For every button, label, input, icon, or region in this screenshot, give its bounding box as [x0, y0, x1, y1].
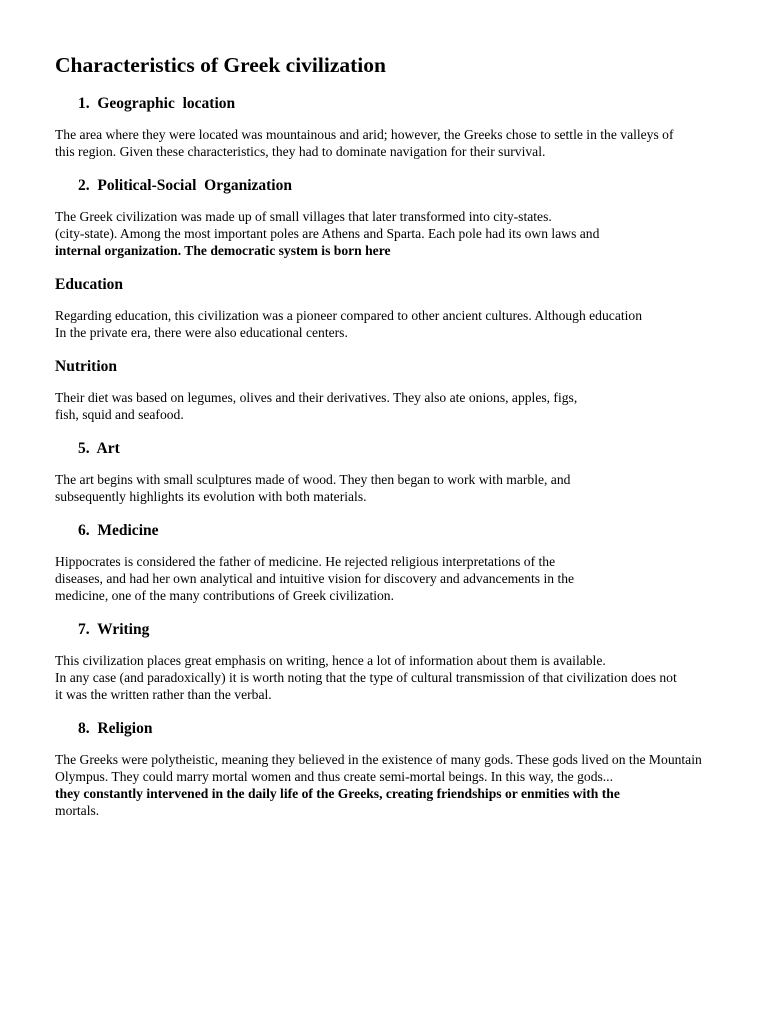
- section-paragraph: [55, 751, 768, 819]
- section-heading: 6. Medicine: [78, 522, 159, 539]
- section-heading: 8. Religion: [78, 720, 153, 737]
- section-paragraph: [55, 553, 768, 604]
- section-paragraph: [55, 471, 768, 505]
- section-heading: Nutrition: [55, 358, 117, 375]
- section-medicine: [55, 521, 768, 604]
- section-paragraph: [55, 307, 768, 341]
- section-heading: 2. Political-Social Organization: [78, 177, 292, 194]
- section-paragraph: [55, 208, 768, 259]
- paragraph-line: The area where they were located was mountainous and arid; however, the Greeks chose to settle in the valleys of: [55, 127, 674, 142]
- paragraph-line: fish, squid and seafood.: [55, 407, 184, 422]
- section-paragraph: [55, 389, 768, 423]
- section-heading: Education: [55, 276, 124, 293]
- paragraph-line: mortals.: [55, 803, 100, 818]
- paragraph-line: it was the written rather than the verbal.: [55, 687, 272, 702]
- paragraph-line: The Greek civilization was made up of small villages that later transformed into city-states.: [55, 209, 552, 224]
- paragraph-line-bold: internal organization. The democratic system is born here: [55, 243, 391, 258]
- section-geographic-location: [55, 94, 768, 160]
- paragraph-line: The art begins with small sculptures made of wood. They then began to work with marble, and: [55, 472, 571, 487]
- paragraph-line: In any case (and paradoxically) it is worth noting that the type of cultural transmission of that civilization does not: [55, 670, 677, 685]
- paragraph-line: The Greeks were polytheistic, meaning they believed in the existence of many gods. These gods lived on the Mountain: [55, 752, 702, 767]
- paragraph-line: this region. Given these characteristics, they had to dominate navigation for their survival.: [55, 144, 546, 159]
- section-paragraph: [55, 126, 768, 160]
- paragraph-line: Their diet was based on legumes, olives and their derivatives. They also ate onions, apples, figs,: [55, 390, 578, 405]
- paragraph-line: subsequently highlights its evolution with both materials.: [55, 489, 367, 504]
- section-heading: 7. Writing: [78, 621, 150, 638]
- paragraph-line: In the private era, there were also educational centers.: [55, 325, 348, 340]
- section-art: [55, 439, 768, 505]
- section-writing: [55, 620, 768, 703]
- document-page: [55, 52, 768, 819]
- paragraph-line: (city-state). Among the most important poles are Athens and Sparta. Each pole had its own laws and: [55, 226, 600, 241]
- paragraph-line: Olympus. They could marry mortal women and thus create semi-mortal beings. In this way, the gods...: [55, 769, 613, 784]
- section-heading: 5. Art: [78, 440, 120, 457]
- paragraph-line-bold: they constantly intervened in the daily life of the Greeks, creating friendships or enmities with the: [55, 786, 620, 801]
- section-paragraph: [55, 652, 768, 703]
- paragraph-line: This civilization places great emphasis on writing, hence a lot of information about them is available.: [55, 653, 606, 668]
- section-political-social-organization: [55, 176, 768, 259]
- section-religion: [55, 719, 768, 819]
- document-title: Characteristics of Greek civilization: [55, 53, 386, 77]
- paragraph-line: Hippocrates is considered the father of medicine. He rejected religious interpretations of the: [55, 554, 556, 569]
- section-nutrition: [55, 357, 768, 423]
- section-education: [55, 275, 768, 341]
- paragraph-line: medicine, one of the many contributions of Greek civilization.: [55, 588, 394, 603]
- paragraph-line: Regarding education, this civilization was a pioneer compared to other ancient cultures. Although education: [55, 308, 642, 323]
- section-heading: 1. Geographic location: [78, 95, 236, 112]
- paragraph-line: diseases, and had her own analytical and intuitive vision for discovery and advancements in the: [55, 571, 575, 586]
